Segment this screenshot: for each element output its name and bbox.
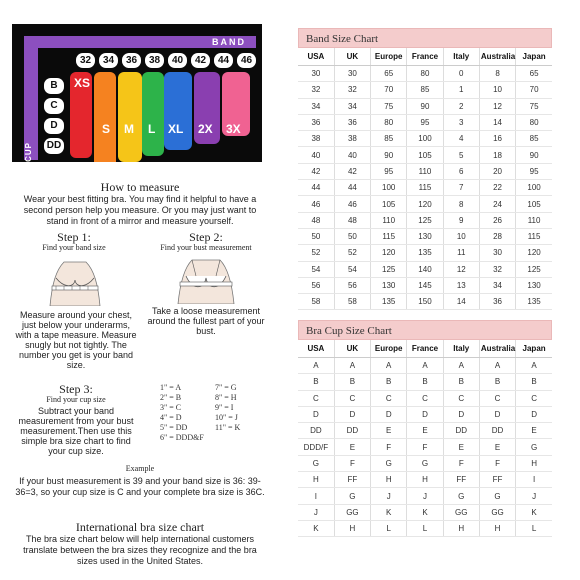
table-cell: C [443, 390, 479, 406]
band-number: 34 [99, 53, 118, 68]
cup-map-row [160, 392, 270, 402]
bust-measure-figure [172, 254, 240, 304]
table-cell: H [298, 472, 334, 488]
table-cell: B [298, 374, 334, 390]
table-cell: 85 [371, 131, 407, 147]
table-cell: 70 [371, 82, 407, 98]
table-cell: 46 [298, 196, 334, 212]
table-cell: 36 [334, 114, 370, 130]
table-cell: 30 [479, 245, 515, 261]
step2-title: Step 2: [189, 230, 223, 244]
table-cell: 34 [479, 277, 515, 293]
table-cell: 48 [334, 212, 370, 228]
column-header: Japan [516, 340, 552, 358]
table-cell: B [334, 374, 370, 390]
table-cell: 125 [516, 261, 552, 277]
table-cell: 80 [516, 114, 552, 130]
table-cell: G [298, 455, 334, 471]
table-cell: A [334, 358, 370, 374]
table-cell: C [334, 390, 370, 406]
table-row [298, 277, 552, 293]
table-cell: 65 [516, 66, 552, 82]
band-number: 44 [214, 53, 233, 68]
table-cell: DD [443, 423, 479, 439]
table-cell: D [371, 406, 407, 422]
table-cell: E [516, 423, 552, 439]
table-cell: G [516, 439, 552, 455]
table-cell: 110 [407, 163, 443, 179]
table-cell: K [407, 504, 443, 520]
cup-chart-title: Bra Cup Size Chart [298, 320, 552, 340]
table-cell: A [371, 358, 407, 374]
table-row [298, 98, 552, 114]
table-row [298, 114, 552, 130]
cup-letter: D [44, 118, 64, 134]
intl-text: The bra size chart below will help international customers translate between the bra sizes they recognize and the bra sizes used in the United States. [23, 534, 257, 566]
table-cell: 115 [516, 228, 552, 244]
table-cell: 135 [516, 294, 552, 310]
table-cell: 9 [443, 212, 479, 228]
table-cell: L [516, 520, 552, 536]
table-cell: 40 [298, 147, 334, 163]
table-cell: B [407, 374, 443, 390]
table-cell: 130 [516, 277, 552, 293]
table-cell: 7 [443, 180, 479, 196]
column-header: UK [334, 340, 370, 358]
cup-map-cell: 11" = K [215, 422, 241, 432]
table-cell: 115 [371, 228, 407, 244]
cup-map-row [160, 432, 270, 442]
table-cell: B [443, 374, 479, 390]
table-cell: 130 [371, 277, 407, 293]
table-cell: 34 [298, 98, 334, 114]
cup-map-cell: 1" = A [160, 382, 182, 392]
table-cell: 135 [407, 245, 443, 261]
table-cell: 26 [479, 212, 515, 228]
band-label: BAND [212, 37, 246, 47]
table-cell: E [334, 439, 370, 455]
band-number: 36 [122, 53, 141, 68]
table-cell: 13 [443, 277, 479, 293]
size-label: L [148, 122, 156, 136]
table-cell: 50 [298, 228, 334, 244]
column-header: Italy [443, 48, 479, 66]
table-cell: J [371, 488, 407, 504]
table-row [298, 390, 552, 406]
band-number: 40 [168, 53, 187, 68]
table-cell: 90 [407, 98, 443, 114]
table-cell: 100 [516, 180, 552, 196]
column-header: France [407, 48, 443, 66]
table-cell: 6 [443, 163, 479, 179]
table-cell: 65 [371, 66, 407, 82]
table-cell: J [407, 488, 443, 504]
size-label: XS [74, 76, 91, 90]
table-cell: FF [479, 472, 515, 488]
table-cell: H [443, 520, 479, 536]
table-cell: D [334, 406, 370, 422]
cup-map-cell: 10" = J [215, 412, 238, 422]
column-header: UK [334, 48, 370, 66]
table-cell: 24 [479, 196, 515, 212]
table-header-row [298, 48, 552, 66]
table-cell: FF [334, 472, 370, 488]
table-cell: 1 [443, 82, 479, 98]
table-cell: 110 [516, 212, 552, 228]
table-cell: 120 [407, 196, 443, 212]
table-cell: G [443, 488, 479, 504]
band-chart-title: Band Size Chart [298, 28, 552, 48]
table-cell: DDD/F [298, 439, 334, 455]
table-cell: 42 [334, 163, 370, 179]
table-cell: 52 [298, 245, 334, 261]
table-row [298, 180, 552, 196]
step3-subtitle: Find your cup size [46, 395, 106, 404]
table-cell: 32 [334, 82, 370, 98]
cup-map-row [160, 422, 270, 432]
table-cell: E [479, 439, 515, 455]
table-cell: 54 [298, 261, 334, 277]
table-row [298, 147, 552, 163]
table-cell: 58 [334, 294, 370, 310]
cup-map-row [160, 412, 270, 422]
table-cell: 38 [298, 131, 334, 147]
table-cell: 135 [371, 294, 407, 310]
table-cell: 120 [516, 245, 552, 261]
table-cell: L [371, 520, 407, 536]
table-cell: GG [479, 504, 515, 520]
table-cell: F [371, 439, 407, 455]
table-cell: 75 [371, 98, 407, 114]
table-cell: 8 [479, 66, 515, 82]
table-cell: 30 [298, 66, 334, 82]
size-block-s [94, 72, 116, 162]
table-cell: 44 [334, 180, 370, 196]
band-measure-figure [42, 254, 108, 306]
table-cell: 4 [443, 131, 479, 147]
table-cell: G [371, 455, 407, 471]
table-cell: DD [479, 423, 515, 439]
table-cell: D [443, 406, 479, 422]
size-block-2x [194, 72, 220, 144]
table-row [298, 131, 552, 147]
table-cell: 58 [298, 294, 334, 310]
table-cell: 34 [334, 98, 370, 114]
example-text: If your bust measurement is 39 and your band size is 36: 39-36=3, so your cup size is C and your complete bra size is 36C. [15, 476, 265, 497]
table-cell: H [334, 520, 370, 536]
table-cell: 3 [443, 114, 479, 130]
step1-text: Measure around your chest, just below your underarms, with a tape measure. Measure snugly but not tightly. The number you get is your band size. [15, 310, 137, 370]
table-cell: 56 [298, 277, 334, 293]
table-cell: F [479, 455, 515, 471]
table-cell: 14 [479, 114, 515, 130]
size-block-m [118, 72, 142, 162]
column-header: Italy [443, 340, 479, 358]
table-cell: B [371, 374, 407, 390]
column-header: Japan [516, 48, 552, 66]
table-cell: 90 [516, 147, 552, 163]
table-cell: 46 [334, 196, 370, 212]
table-cell: 12 [443, 261, 479, 277]
table-cell: 52 [334, 245, 370, 261]
step3-text: Subtract your band measurement from your bust measurement.Then use this simple bra size chart to find your cup size. [18, 406, 134, 456]
table-row [298, 439, 552, 455]
table-cell: 20 [479, 163, 515, 179]
table-cell: 32 [479, 261, 515, 277]
table-cell: 54 [334, 261, 370, 277]
cup-letter: C [44, 98, 64, 114]
cup-letter: B [44, 78, 64, 94]
table-cell: 130 [407, 228, 443, 244]
column-header: USA [298, 340, 334, 358]
table-cell: 150 [407, 294, 443, 310]
table-cell: 32 [298, 82, 334, 98]
table-row [298, 163, 552, 179]
table-cell: 115 [407, 180, 443, 196]
table-cell: 100 [371, 180, 407, 196]
table-cell: 44 [298, 180, 334, 196]
table-cell: 8 [443, 196, 479, 212]
table-cell: F [407, 439, 443, 455]
table-cell: DD [334, 423, 370, 439]
cup-map-cell: 7" = G [215, 382, 237, 392]
table-cell: A [443, 358, 479, 374]
table-cell: 36 [479, 294, 515, 310]
table-cell: 10 [443, 228, 479, 244]
table-cell: 50 [334, 228, 370, 244]
size-label: M [124, 122, 134, 136]
table-cell: L [407, 520, 443, 536]
size-block-xs [70, 72, 92, 158]
table-cell: 22 [479, 180, 515, 196]
band-size-chart [298, 28, 552, 310]
table-cell: 125 [407, 212, 443, 228]
cup-map-cell: 8" = H [215, 392, 237, 402]
table-row [298, 374, 552, 390]
cup-map-cell: 9" = I [215, 402, 234, 412]
table-cell: 56 [334, 277, 370, 293]
column-header: USA [298, 48, 334, 66]
column-header: Australia [479, 340, 515, 358]
table-cell: 0 [443, 66, 479, 82]
table-cell: 100 [407, 131, 443, 147]
table-cell: 16 [479, 131, 515, 147]
table-cell: 48 [298, 212, 334, 228]
band-number: 32 [76, 53, 95, 68]
table-row [298, 455, 552, 471]
table-row [298, 520, 552, 536]
table-row [298, 212, 552, 228]
table-cell: H [371, 472, 407, 488]
cup-letter: DD [44, 138, 64, 154]
table-cell: I [516, 472, 552, 488]
table-row [298, 245, 552, 261]
table-cell: 70 [516, 82, 552, 98]
size-block-xl [164, 72, 192, 150]
table-cell: K [298, 520, 334, 536]
size-block-l [142, 72, 164, 156]
table-cell: 105 [371, 196, 407, 212]
table-cell: 140 [407, 261, 443, 277]
table-cell: G [407, 455, 443, 471]
table-cell: C [298, 390, 334, 406]
table-cell: G [334, 488, 370, 504]
step2-subtitle: Find your bust measurement [160, 243, 252, 252]
table-cell: 5 [443, 147, 479, 163]
table-cell: 105 [407, 147, 443, 163]
table-cell: 90 [371, 147, 407, 163]
cup-map-cell: 4" = D [160, 412, 182, 422]
table-cell: D [298, 406, 334, 422]
table-row [298, 82, 552, 98]
table-cell: 40 [334, 147, 370, 163]
table-row [298, 228, 552, 244]
table-cell: 95 [371, 163, 407, 179]
size-label: 2X [198, 122, 213, 136]
table-cell: 80 [371, 114, 407, 130]
cup-map-cell: 3" = C [160, 402, 182, 412]
cup-size-table [298, 340, 552, 537]
table-cell: F [443, 455, 479, 471]
size-label: S [102, 122, 111, 136]
table-row [298, 423, 552, 439]
table-row [298, 294, 552, 310]
table-cell: D [516, 406, 552, 422]
table-cell: C [371, 390, 407, 406]
example-title: Example [125, 464, 155, 473]
size-graphic [12, 24, 262, 162]
size-label: XL [168, 122, 184, 136]
size-label: 3X [226, 122, 241, 136]
band-number: 38 [145, 53, 164, 68]
table-cell: 80 [407, 66, 443, 82]
table-cell: K [371, 504, 407, 520]
table-row [298, 358, 552, 374]
cup-size-chart [298, 320, 552, 537]
band-size-table [298, 48, 552, 310]
table-cell: J [298, 504, 334, 520]
table-cell: 85 [516, 131, 552, 147]
table-cell: 105 [516, 196, 552, 212]
step2-text: Take a loose measurement around the fullest part of your bust. [147, 306, 265, 336]
table-cell: C [407, 390, 443, 406]
how-to-text: Wear your best fitting bra. You may find it helpful to have a second person help you measure. Or you may just want to stand in front of a mirror and measure yourself. [23, 194, 257, 226]
table-cell: B [516, 374, 552, 390]
table-cell: 95 [516, 163, 552, 179]
cup-map-cell: 5" = DD [160, 422, 188, 432]
table-cell: E [371, 423, 407, 439]
table-cell: F [334, 455, 370, 471]
table-cell: 95 [407, 114, 443, 130]
table-header-row [298, 340, 552, 358]
table-row [298, 196, 552, 212]
cup-label: CUP [24, 142, 33, 162]
column-header: Europe [371, 340, 407, 358]
table-cell: 38 [334, 131, 370, 147]
table-cell: 125 [371, 261, 407, 277]
table-cell: 85 [407, 82, 443, 98]
table-cell: A [516, 358, 552, 374]
table-cell: A [479, 358, 515, 374]
table-cell: 10 [479, 82, 515, 98]
table-cell: GG [334, 504, 370, 520]
table-row [298, 488, 552, 504]
table-cell: 75 [516, 98, 552, 114]
table-cell: 18 [479, 147, 515, 163]
table-cell: I [298, 488, 334, 504]
table-cell: B [479, 374, 515, 390]
table-row [298, 472, 552, 488]
cup-size-map [160, 382, 270, 442]
table-cell: E [407, 423, 443, 439]
how-to-title: How to measure [100, 180, 180, 194]
table-row [298, 406, 552, 422]
table-cell: K [516, 504, 552, 520]
table-cell: G [479, 488, 515, 504]
table-cell: A [407, 358, 443, 374]
step1-subtitle: Find your band size [42, 243, 106, 252]
size-block-3x [222, 72, 250, 136]
intl-title: International bra size chart [75, 520, 205, 534]
table-row [298, 261, 552, 277]
table-cell: 28 [479, 228, 515, 244]
table-cell: C [479, 390, 515, 406]
cup-map-cell [215, 432, 270, 442]
table-cell: FF [443, 472, 479, 488]
table-cell: H [516, 455, 552, 471]
table-cell: A [298, 358, 334, 374]
band-number: 42 [191, 53, 210, 68]
table-cell: 2 [443, 98, 479, 114]
table-cell: 42 [298, 163, 334, 179]
table-cell: GG [443, 504, 479, 520]
table-cell: D [407, 406, 443, 422]
table-cell: C [516, 390, 552, 406]
cup-map-cell: 6" = DDD&F [160, 432, 204, 442]
column-header: Australia [479, 48, 515, 66]
column-header: France [407, 340, 443, 358]
table-cell: 145 [407, 277, 443, 293]
table-cell: 11 [443, 245, 479, 261]
table-row [298, 504, 552, 520]
table-cell: 36 [298, 114, 334, 130]
table-cell: 30 [334, 66, 370, 82]
step1-title: Step 1: [57, 230, 91, 244]
table-cell: 12 [479, 98, 515, 114]
table-cell: E [443, 439, 479, 455]
cup-map-row [160, 402, 270, 412]
cup-map-cell: 2" = B [160, 392, 182, 402]
table-cell: 110 [371, 212, 407, 228]
cup-map-row [160, 382, 270, 392]
table-cell: DD [298, 423, 334, 439]
table-cell: D [479, 406, 515, 422]
table-cell: J [516, 488, 552, 504]
band-number: 46 [237, 53, 256, 68]
table-cell: H [407, 472, 443, 488]
table-cell: 14 [443, 294, 479, 310]
table-cell: 120 [371, 245, 407, 261]
table-cell: H [479, 520, 515, 536]
column-header: Europe [371, 48, 407, 66]
table-row [298, 66, 552, 82]
step3-title: Step 3: [59, 382, 93, 396]
